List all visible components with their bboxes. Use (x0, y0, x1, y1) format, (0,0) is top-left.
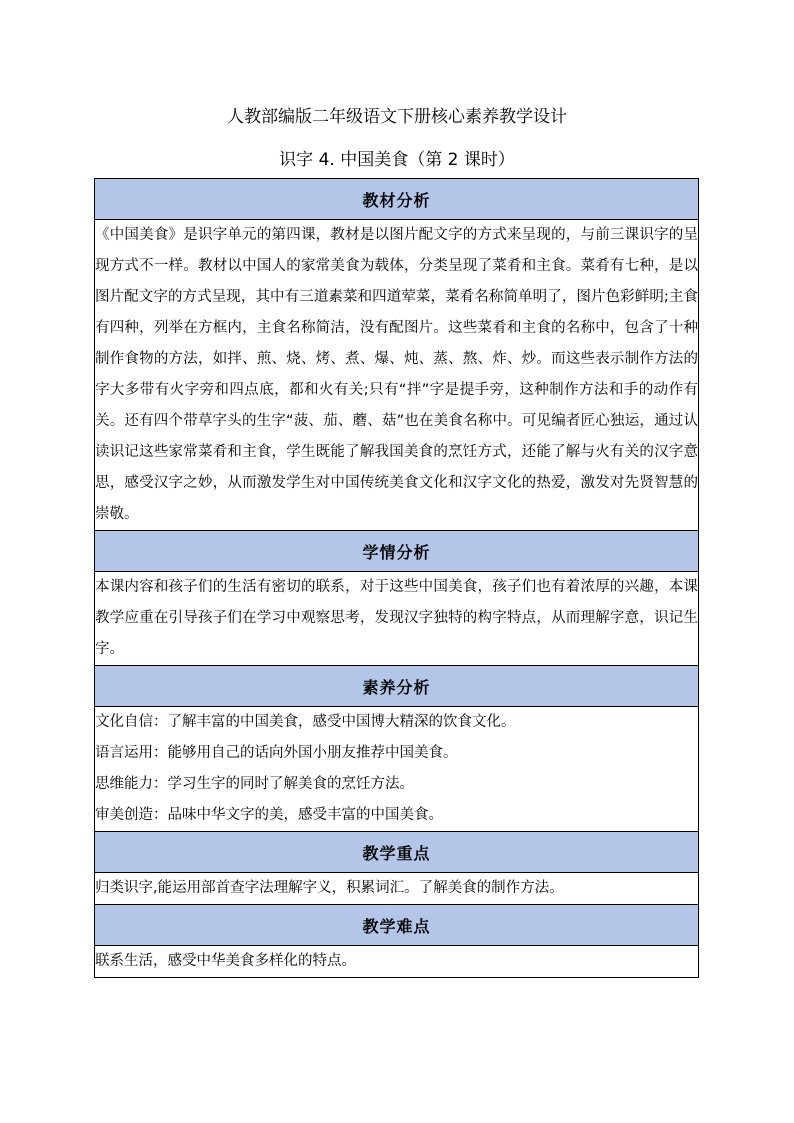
paragraph: 联系生活，感受中华美食多样化的特点。 (95, 953, 356, 969)
list-item: 语言运用：能够用自己的话向外国小朋友推荐中国美食。 (95, 745, 458, 761)
document-title: 人教部编版二年级语文下册核心素养教学设计 (227, 107, 567, 127)
section-header-row (95, 666, 699, 707)
section-header-row (95, 531, 699, 572)
section-header-row (95, 832, 699, 873)
lesson-plan-table (94, 178, 699, 978)
paragraph: 归类识字,能运用部首查字法理解字义，积累词汇。了解美食的制作方法。 (95, 880, 564, 896)
section-body-row (95, 220, 699, 531)
key-points-content (95, 873, 699, 905)
paragraph: 本课内容和孩子们的生活有密切的联系，对于这些中国美食，孩子们也有着浓厚的兴趣，本课教学应重在引导孩子们在学习中观察思考，发现汉字独特的构字特点，从而理解字意，识记生字。 (95, 579, 698, 657)
learner-analysis-content (95, 572, 699, 666)
section-header-row (95, 905, 699, 946)
key-points-heading: 教学重点 (95, 832, 699, 873)
section-body-row (95, 707, 699, 832)
list-item: 思维能力：学习生字的同时了解美食的烹饪方法。 (95, 776, 414, 792)
section-body-row (95, 572, 699, 666)
section-body-row (95, 873, 699, 905)
textbook-analysis-heading: 教材分析 (95, 179, 699, 220)
textbook-analysis-content (95, 220, 699, 531)
lesson-subtitle: 识字 4. 中国美食（第 2 课时） (279, 150, 515, 170)
literacy-analysis-content (95, 707, 699, 832)
list-item: 文化自信：了解丰富的中国美食，感受中国博大精深的饮食文化。 (95, 714, 516, 730)
learner-analysis-heading: 学情分析 (95, 531, 699, 572)
paragraph: 《中国美食》是识字单元的第四课，教材是以图片配文字的方式来呈现的，与前三课识字的呈现方式不一样。教材以中国人的家常美食为载体，分类呈现了菜肴和主食。菜肴有七种，是以图片配文字的方式呈现，其中有三道素菜和四道荤菜，菜肴名称简单明了，图片色彩鲜明;主食有四种，列举在方框内，主食名称简洁，没有配图片。这些菜肴和主食的名称中，包含了十种制作食物的方法，如拌、煎、烧、烤、煮、爆、炖、蒸、熬、炸、炒。而这些表示制作方法的字大多带有火字旁和四点底，都和火有关;只有“拌”字是提手旁，这种制作方法和手的动作有关。还有四个带草字头的生字“菠、茄、蘑、菇”也在美食名称中。可见编者匠心独运，通过认读识记这些家常菜肴和主食，学生既能了解我国美食的烹饪方式，还能了解与火有关的汉字意思，感受汉字之妙，从而激发学生对中国传统美食文化和汉字文化的热爱，激发对先贤智慧的崇敬。 (95, 227, 698, 522)
section-body-row (95, 946, 699, 978)
difficulties-content (95, 946, 699, 978)
section-header-row (95, 179, 699, 220)
literacy-analysis-heading: 素养分析 (95, 666, 699, 707)
list-item: 审美创造：品味中华文字的美，感受丰富的中国美食。 (95, 807, 443, 823)
difficulties-heading: 教学难点 (95, 905, 699, 946)
